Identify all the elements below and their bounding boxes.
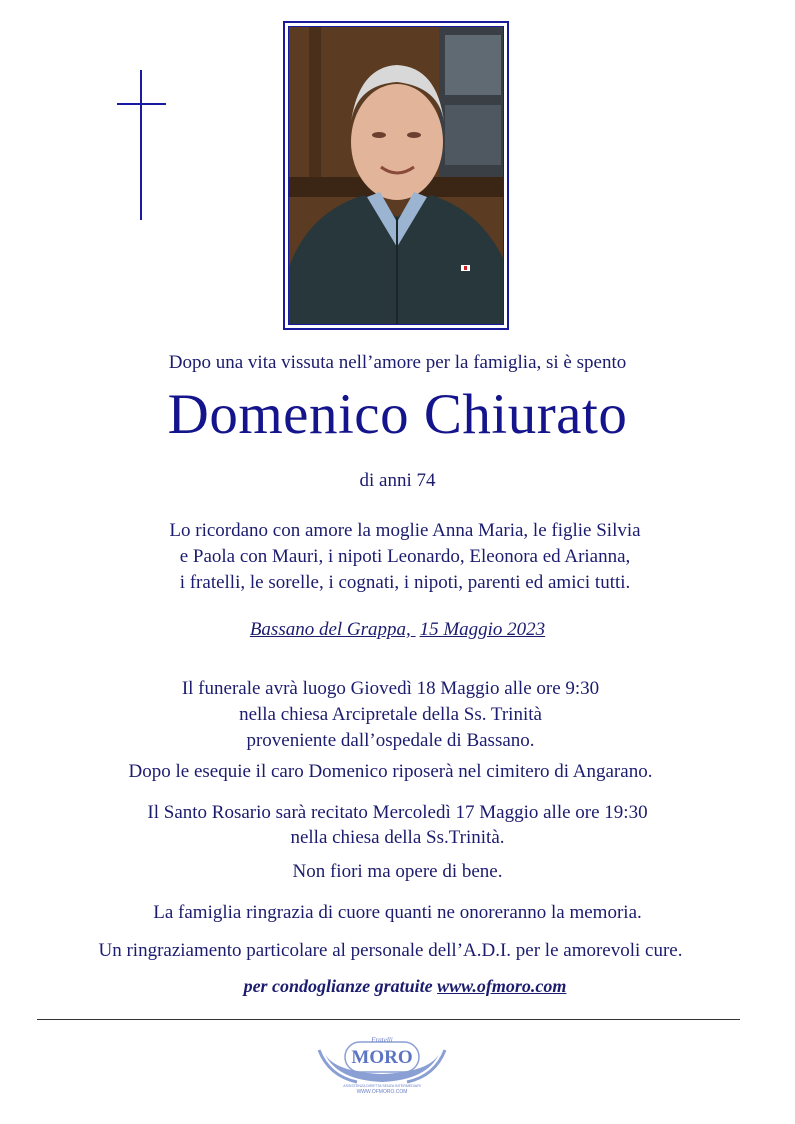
condolences-line [0, 976, 795, 997]
date-text: 15 Maggio 2023 [419, 619, 546, 640]
logo-name-text: MORO [351, 1047, 413, 1068]
rosary-line: nella chiesa della Ss.Trinità. [290, 827, 505, 848]
rosary-line: Il Santo Rosario sarà recitato Mercoledì 17 Maggio alle ore 19:30 [147, 802, 648, 823]
portrait-frame [283, 21, 509, 330]
cross-icon-bar [117, 103, 166, 105]
place-text: Bassano del Grappa, [249, 619, 411, 640]
funeral-line: Il funerale avrà luogo Giovedì 18 Maggio alle ore 9:30 [181, 678, 600, 699]
rosary-block [0, 800, 795, 850]
condolences-link[interactable]: www.ofmoro.com [437, 976, 567, 996]
burial-text: Dopo le esequie il caro Domenico riposerà nel cimitero di Angarano. [128, 761, 653, 782]
condolences-label: per condoglianze gratuite [243, 976, 433, 996]
remembrance-block [120, 518, 690, 596]
intro-text: Dopo una vita vissuta nell’amore per la famiglia, si è spento [168, 352, 627, 373]
flowers-text: Non fiori ma opere di bene. [292, 861, 503, 882]
thanks-text: La famiglia ringrazia di cuore quanti ne onoreranno la memoria. [153, 902, 642, 923]
deceased-name: Domenico Chiurato [167, 383, 628, 446]
remembrance-line: e Paola con Mauri, i nipoti Leonardo, Eleonora ed Arianna, [179, 546, 631, 567]
logo-tagline-text: ASSISTENZA DIRETTA SENZA INTERMEDIARI [343, 1084, 421, 1088]
cross-icon [140, 70, 142, 220]
divider [37, 1019, 740, 1020]
logo-graphic [317, 1032, 447, 1098]
funeral-line: proveniente dall’ospedale di Bassano. [246, 730, 535, 751]
place-date [0, 619, 795, 641]
age-text: di anni 74 [359, 470, 436, 491]
funeral-home-logo [317, 1032, 447, 1098]
remembrance-line: i fratelli, le sorelle, i cognati, i nipoti, parenti ed amici tutti. [179, 572, 631, 593]
remembrance-line: Lo ricordano con amore la moglie Anna Maria, le figlie Silvia [169, 520, 641, 541]
logo-top-text: Fratelli [371, 1036, 393, 1044]
portrait-illustration [289, 27, 504, 325]
portrait-photo [288, 26, 504, 325]
thanks-adi-text: Un ringraziamento particolare al personale dell’A.D.I. per le amorevoli cure. [98, 940, 683, 961]
funeral-block [0, 676, 795, 754]
logo-url-text: WWW.OFMORO.COM [356, 1089, 408, 1095]
funeral-line: nella chiesa Arcipretale della Ss. Trinità [239, 704, 542, 725]
